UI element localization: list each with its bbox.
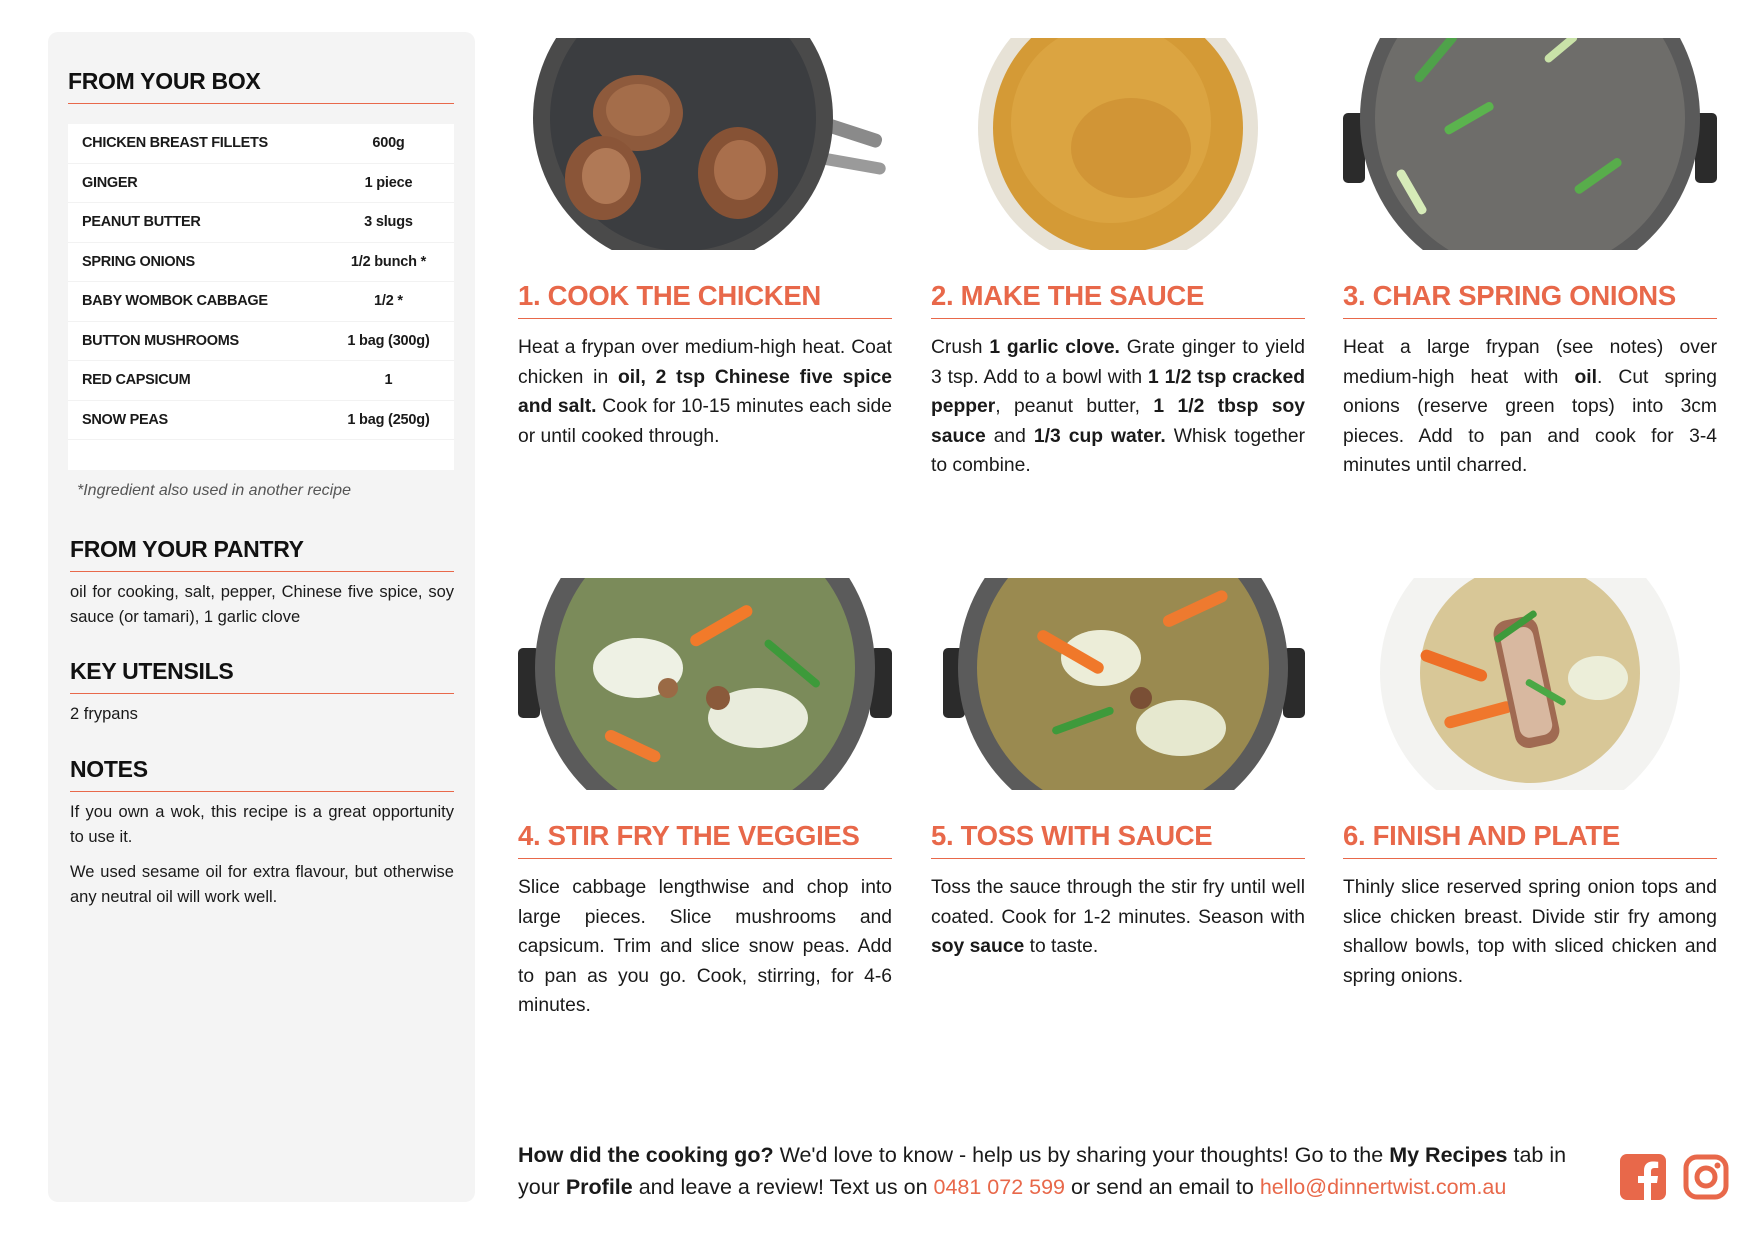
ingredient-qty: 1/2 bunch * bbox=[350, 253, 427, 270]
profile-link[interactable]: Profile bbox=[565, 1174, 633, 1199]
instruction-text: Crush bbox=[931, 337, 990, 358]
instruction-text: Whisk together to combine. bbox=[931, 425, 1305, 476]
pantry-heading: FROM YOUR PANTRY bbox=[70, 536, 454, 572]
feedback-footer bbox=[518, 1140, 1578, 1203]
instruction-text: . Cut spring onions (reserve green tops) into 3cm pieces. Add to pan and cook for 3-4 minutes until charred. bbox=[1343, 366, 1717, 476]
instagram-icon[interactable] bbox=[1683, 1154, 1729, 1200]
ingredient-qty: 1 bag (250g) bbox=[347, 411, 430, 428]
notes-heading: NOTES bbox=[70, 756, 454, 792]
phone-link[interactable]: 0481 072 599 bbox=[933, 1174, 1066, 1199]
ingredient-row bbox=[68, 124, 454, 164]
ingredient-qty: 1/2 * bbox=[374, 293, 403, 310]
ingredient-row bbox=[68, 322, 454, 362]
step-instructions bbox=[931, 333, 1305, 481]
step-5 bbox=[931, 578, 1305, 962]
utensils-heading: KEY UTENSILS bbox=[70, 658, 454, 694]
step-title: 4. STIR FRY THE VEGGIES bbox=[518, 820, 892, 859]
instruction-text: Toss the sauce through the stir fry until well coated. Cook for 1-2 minutes. Season with bbox=[931, 877, 1305, 928]
footer-text: tab in your bbox=[518, 1143, 1567, 1199]
ingredient-row bbox=[68, 401, 454, 441]
step-instructions bbox=[518, 873, 892, 1021]
instruction-bold-text: oil, 2 tsp Chinese five spice and salt. bbox=[518, 366, 892, 417]
plated-chicken-stir-fry-image bbox=[1343, 578, 1717, 790]
instruction-text: Thinly slice reserved spring onion tops and slice chicken breast. Divide stir fry among shallow bowls, top with sliced chicken and spring onions. bbox=[1343, 877, 1717, 987]
step-title: 5. TOSS WITH SAUCE bbox=[931, 820, 1305, 859]
pan-veggies-with-sauce-image bbox=[931, 578, 1305, 790]
step-instructions bbox=[518, 333, 892, 451]
footer-text: We'd love to know - help us by sharing your thoughts! Go to the bbox=[773, 1143, 1390, 1167]
step-title: 3. CHAR SPRING ONIONS bbox=[1343, 280, 1717, 319]
facebook-icon[interactable] bbox=[1620, 1154, 1666, 1200]
notes-text bbox=[70, 800, 454, 910]
instruction-bold-text: 1 1/2 tbsp soy sauce bbox=[931, 396, 1305, 447]
pan-chicken-breasts-image bbox=[518, 38, 892, 250]
ingredient-qty: 1 bag (300g) bbox=[347, 332, 430, 349]
email-link[interactable]: hello@dinnertwist.com.au bbox=[1259, 1174, 1507, 1199]
instruction-text: Heat a frypan over medium-high heat. Coat chicken in bbox=[518, 337, 892, 388]
ingredient-row bbox=[68, 282, 454, 322]
utensils-section bbox=[70, 658, 454, 727]
utensils-text: 2 frypans bbox=[70, 705, 138, 723]
ingredient-qty: 1 piece bbox=[364, 174, 413, 191]
step-4 bbox=[518, 578, 892, 1021]
ingredient-name: PEANUT BUTTER bbox=[82, 214, 201, 231]
note-item: We used sesame oil for extra flavour, but otherwise any neutral oil will work well. bbox=[70, 863, 454, 906]
ingredient-name: SNOW PEAS bbox=[82, 411, 168, 428]
step-2 bbox=[931, 38, 1305, 481]
ingredient-qty: 600g bbox=[372, 135, 405, 152]
step-1 bbox=[518, 38, 892, 451]
ingredient-row bbox=[68, 361, 454, 401]
instruction-text: Cook for 10-15 minutes each side or until cooked through. bbox=[518, 396, 893, 447]
ingredient-name: BABY WOMBOK CABBAGE bbox=[82, 293, 268, 310]
ingredients-table bbox=[68, 124, 454, 470]
pantry-section bbox=[70, 536, 454, 630]
ingredient-qty: 1 bbox=[384, 372, 393, 389]
step-instructions bbox=[1343, 873, 1717, 991]
instruction-text: and bbox=[985, 425, 1034, 447]
instruction-text: , peanut butter, bbox=[995, 396, 1154, 417]
instruction-text: Grate ginger to yield 3 tsp. Add to a bowl with bbox=[931, 337, 1306, 388]
instruction-bold-text: 1 garlic clove. bbox=[989, 337, 1120, 358]
ingredient-name: RED CAPSICUM bbox=[82, 372, 191, 389]
pan-stir-fry-veggies-image bbox=[518, 578, 892, 790]
ingredient-qty: 3 slugs bbox=[364, 214, 413, 231]
ingredient-footnote: *Ingredient also used in another recipe bbox=[77, 482, 351, 499]
ingredient-name: BUTTON MUSHROOMS bbox=[82, 332, 239, 349]
ingredient-row bbox=[68, 203, 454, 243]
bowl-peanut-sauce-image bbox=[931, 38, 1305, 250]
ingredient-name: CHICKEN BREAST FILLETS bbox=[82, 135, 268, 152]
pantry-text: oil for cooking, salt, pepper, Chinese five spice, soy sauce (or tamari), 1 garlic clove bbox=[70, 583, 454, 626]
my-recipes-link[interactable]: My Recipes bbox=[1389, 1143, 1508, 1167]
step-6 bbox=[1343, 578, 1717, 991]
ingredient-row bbox=[68, 243, 454, 283]
footer-text: or send an email to bbox=[1065, 1174, 1260, 1199]
step-title: 2. MAKE THE SAUCE bbox=[931, 280, 1305, 319]
feedback-question: How did the cooking go? bbox=[518, 1143, 774, 1167]
instruction-text: Slice cabbage lengthwise and chop into large pieces. Slice mushrooms and capsicum. Trim and slice snow peas. Add to pan as you go. Cook, stirring, for 4-6 minutes. bbox=[518, 877, 892, 1016]
footer-text: and leave a review! Text us on bbox=[632, 1174, 934, 1199]
pan-spring-onions-image bbox=[1343, 38, 1717, 250]
step-instructions bbox=[931, 873, 1305, 962]
instruction-bold-text: oil bbox=[1574, 366, 1597, 388]
ingredient-name: SPRING ONIONS bbox=[82, 253, 195, 270]
instruction-bold-text: 1/3 cup water. bbox=[1033, 425, 1166, 447]
ingredients-sidebar bbox=[48, 32, 475, 1202]
ingredient-row bbox=[68, 164, 454, 204]
step-3 bbox=[1343, 38, 1717, 481]
note-item: If you own a wok, this recipe is a great opportunity to use it. bbox=[70, 803, 454, 846]
step-title: 1. COOK THE CHICKEN bbox=[518, 280, 892, 319]
notes-section bbox=[70, 756, 454, 920]
instruction-text: to taste. bbox=[1024, 936, 1099, 957]
instruction-bold-text: soy sauce bbox=[931, 936, 1025, 957]
instruction-text: Heat a large frypan (see notes) over medium-high heat with bbox=[1343, 337, 1717, 388]
step-title: 6. FINISH AND PLATE bbox=[1343, 820, 1717, 859]
step-instructions bbox=[1343, 333, 1717, 481]
ingredient-name: GINGER bbox=[82, 174, 138, 191]
from-your-box-heading: FROM YOUR BOX bbox=[68, 68, 454, 104]
instruction-bold-text: 1 1/2 tsp cracked pepper bbox=[931, 366, 1306, 417]
